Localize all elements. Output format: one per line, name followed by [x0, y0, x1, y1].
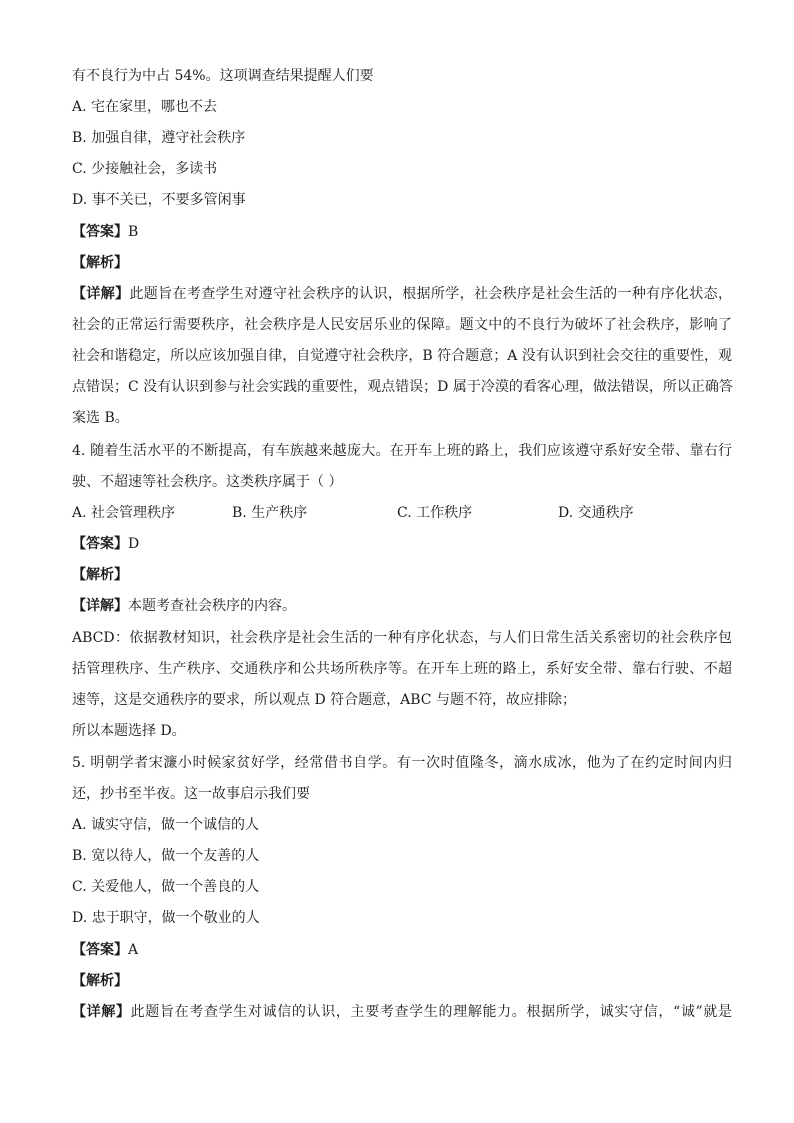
analysis-label — [72, 253, 732, 273]
analysis-label — [72, 971, 732, 991]
answer-value: A — [128, 942, 139, 958]
option-c: C. 少接触社会，多读书 — [72, 161, 218, 177]
question-stem: 5. 明朝学者宋濂小时候家贫好学，经常借书自学。有一次时值隆冬，滴水成冰，他为了在约定时间内归 — [72, 755, 732, 771]
answer-value: D — [128, 536, 140, 552]
option-b: B. 加强自律，遵守社会秩序 — [72, 130, 246, 146]
detail-line — [72, 284, 732, 304]
option-b: B. 生产秩序 — [232, 505, 308, 521]
detail-text: 本题考查社会秩序的内容。 — [128, 598, 296, 614]
detail-text: 此题旨在考查学生对遵守社会秩序的认识，根据所学，社会秩序是社会生活的一种有序化状态， — [129, 286, 733, 302]
detail-line: 括管理秩序、生产秩序、交通秩序和公共场所秩序等。在开车上班的路上，系好安全带、靠右行驶、不超 — [72, 661, 732, 677]
detail-line: 社会的正常运行需要秩序，社会秩序是人民安居乐业的保障。题文中的不良行为破坏了社会秩序，影响了 — [72, 317, 732, 333]
analysis-label — [72, 565, 732, 585]
option-d: D. 忠于职守，做一个敬业的人 — [72, 910, 260, 926]
analysis-label-text: 【解析】 — [72, 255, 128, 271]
answer-line — [72, 534, 732, 554]
detail-text: 此题旨在考查学生对诚信的认识，主要考查学生的理解能力。根据所学，诚实守信，“诚”就是 — [130, 1004, 733, 1020]
answer-value: B — [128, 224, 139, 240]
detail-line: 案选 B。 — [72, 410, 129, 426]
detail-line — [72, 596, 732, 616]
option-c: C. 工作秩序 — [397, 505, 473, 521]
answer-line — [72, 222, 732, 242]
detail-line: 社会和谐稳定，所以应该加强自律，自觉遵守社会秩序，B 符合题意；A 没有认识到社会交往的重要性，观 — [72, 348, 732, 364]
question-stem: 驶、不超速等社会秩序。这类秩序属于（ ） — [72, 474, 343, 490]
option-a: A. 宅在家里，哪也不去 — [72, 99, 218, 115]
detail-line: ABCD：依据教材知识，社会秩序是社会生活的一种有序化状态，与人们日常生活关系密切的社会秩序包 — [72, 630, 732, 646]
answer-line — [72, 940, 732, 960]
analysis-label-text: 【解析】 — [72, 973, 128, 989]
answer-label: 【答案】 — [72, 942, 128, 958]
analysis-label-text: 【解析】 — [72, 567, 128, 583]
detail-line: 所以本题选择 D。 — [72, 723, 186, 739]
option-d: D. 事不关已，不要多管闲事 — [72, 192, 246, 208]
question-stem: 有不良行为中占 54%。这项调查结果提醒人们要 — [72, 68, 374, 84]
detail-label: 【详解】 — [72, 1004, 131, 1020]
detail-label: 【详解】 — [72, 286, 130, 302]
detail-label: 【详解】 — [72, 598, 128, 614]
option-c: C. 关爱他人，做一个善良的人 — [72, 879, 260, 895]
option-b: B. 宽以待人，做一个友善的人 — [72, 848, 260, 864]
detail-line: 速等，这是交通秩序的要求，所以观点 D 符合题意，ABC 与题不符，故应排除； — [72, 692, 576, 708]
option-a: A. 诚实守信，做一个诚信的人 — [72, 817, 260, 833]
option-a: A. 社会管理秩序 — [72, 505, 176, 521]
question-stem: 4. 随着生活水平的不断提高，有车族越来越庞大。在开车上班的路上，我们应该遵守系好安全带、靠右行 — [72, 443, 732, 459]
option-d: D. 交通秩序 — [558, 505, 634, 521]
answer-label: 【答案】 — [72, 536, 128, 552]
detail-line — [72, 1002, 732, 1022]
detail-line: 点错误；C 没有认识到参与社会实践的重要性，观点错误；D 属于冷漠的看客心理，做法错误，所以正确答 — [72, 379, 733, 395]
answer-label: 【答案】 — [72, 224, 128, 240]
question-stem: 还，抄书至半夜。这一故事启示我们要 — [72, 786, 310, 802]
